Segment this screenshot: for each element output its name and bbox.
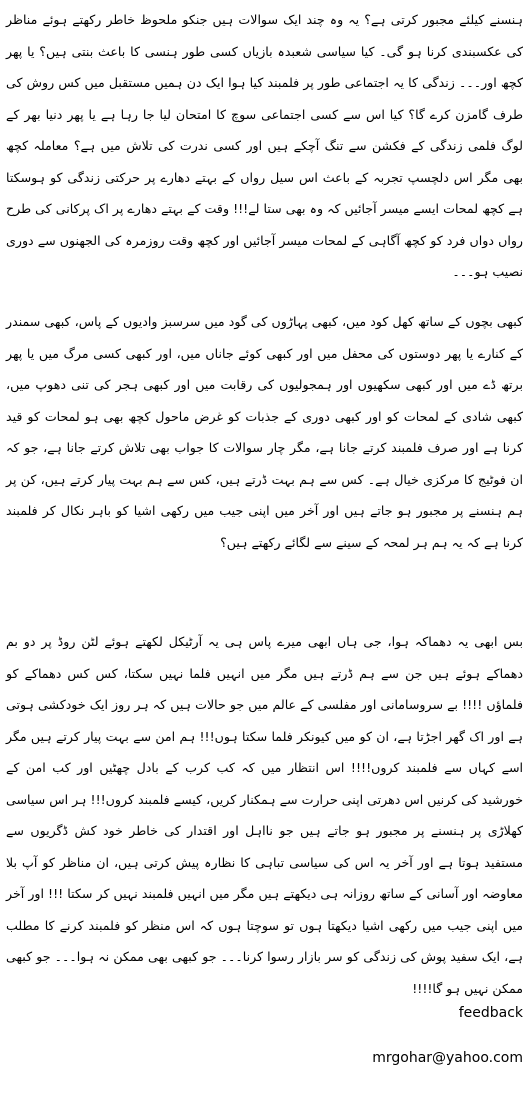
- article-paragraph-1: ہنسنے کیلئے مجبور کرتی ہے؟ یہ وہ چند ایک سوالات ہیں جنکو ملحوظ خاطر رکھتے ہوئے مناظر کی عکسبندی کرنا ہو گی۔ کیا سیاسی شعبدہ بازیاں کسی طور ہنسی کا باعث بنتی ہیں؟ یا پھر کچھ اور۔۔۔ زندگی کا یہ اجتماعی طور پر فلمبند کیا ہوا ایک دن ہمیں مستقبل میں کس روش کی طرف گامزن کرے گا؟ کیا اس سے کسی اجتماعی سوچ کا امتحان لیا جا رہا ہے یا پھر دنیا بھر کے لوگ فلمی زندگی کے فکشن سے تنگ آچکے ہیں اور کسی ندرت کی تلاش میں ہے؟ معاملہ کچھ بھی مگر اس دلچسپ تجربہ کے باعث اس سیل رواں کے بہتے دھارے پر حرکتی زندگی کو ہوسکتا ہے کچھ لمحات ایسے میسر آجائیں کہ وہ بھی ستا لے!!! وقت کے بہتے دھارے پر اک پرکانی کی طرح رواں دواں فرد کو کچھ آگاہی کے لمحات میسر آجائیں اور کچھ وقت روزمرہ کی الجھنوں سے دوری نصیب ہو۔۔۔: [6, 12, 523, 279]
- feedback-label: feedback: [458, 1005, 523, 1021]
- article-paragraph-2: کبھی بچوں کے ساتھ کھل کود میں، کبھی پہاڑوں کی گود میں سرسبز وادیوں کے پاس، کبھی سمندر کے کنارے یا پھر دوستوں کی محفل میں اور کبھی کوئے جاناں میں، اور کبھی کسی مرگ میں یا پھر برتھ ڈے میں اور کبھی سکھیوں اور ہمجولیوں کی رقابت میں اور کبھی ہجر کی تنی دھوپ میں، کبھی شادی کے لمحات کو اور کبھی دوری کے جذبات کو غرض ماحول کچھ بھی ہو لمحات کو قید کرنا ہے اور صرف فلمبند کرتے جانا ہے، مگر چار سوالات کا جواب بھی تلاش کرتے جانا ہے، جو کہ ان فوٹیج کا مرکزی خیال ہے۔ کس سے ہم بہت ڈرتے ہیں، کس سے ہم بہت پیار کرتے ہیں، کن پر ہم ہنسنے پر مجبور ہو جاتے ہیں اور آخر میں اپنی جیب میں رکھی اشیا کو باہر نکال کر فلمبند کرنا ہے کہ یہ ہم ہر لمحہ کے سینے سے لگائے رکھتے ہیں؟: [6, 314, 523, 550]
- contact-email: mrgohar@yahoo.com: [372, 1050, 523, 1066]
- article-paragraph-3: بس ابھی یہ دھماکہ ہوا، جی ہاں ابھی میرے پاس ہی یہ آرٹیکل لکھتے ہوئے لٹن روڈ پر دو بم دھماکے ہوئے ہیں جن سے ہم ڈرتے ہیں مگر میں انہیں فلما نہیں سکتا، کس کس دھماکے کو فلماؤں !!!! بے سروسامانی اور مفلسی کے عالم میں جو حالات ہیں کہ ہر روز ایک خودکشی ہوتی ہے اور اک گھر اجڑتا ہے، ان کو میں کیونکر فلما سکتا ہوں!!! ہم امن سے بہت پیار کرتے ہیں مگر اسے کہاں سے فلمبند کروں!!!! اس انتظار میں کہ کب کرب کے بادل چھٹیں اور کب امن کے خورشید کی کرنیں اس دھرتی اپنی حرارت سے ہمکنار کریں، کیسے فلمبند کروں!!! ہر اس سیاسی کھلاڑی پر ہنسنے پر مجبور ہو جاتے ہیں جو نااہل اور اقتدار کی خاطر خود کش ڈگریوں سے مستفید ہوتا ہے اور آخر یہ اس کی سیاسی تباہی کا نظارہ پیش کرتی ہیں، ان مناظر کو آپ بلا معاوضہ اور آسانی کے ساتھ روزانہ ہی دیکھتے ہیں مگر میں انہیں فلمبند نہیں کر سکتا !!! اور آخر میں اپنی جیب میں رکھی اشیا دیکھتا ہوں تو سوچتا ہوں کہ اس منظر کو فلمبند کرنے کا مطلب ہے، ایک سفید پوش کی زندگی کو سر بازار رسوا کرنا۔۔۔ جو کبھی بھی ممکن نہ ہوا۔۔۔ جو کبھی ممکن نہیں ہو گا!!!!: [6, 634, 523, 996]
